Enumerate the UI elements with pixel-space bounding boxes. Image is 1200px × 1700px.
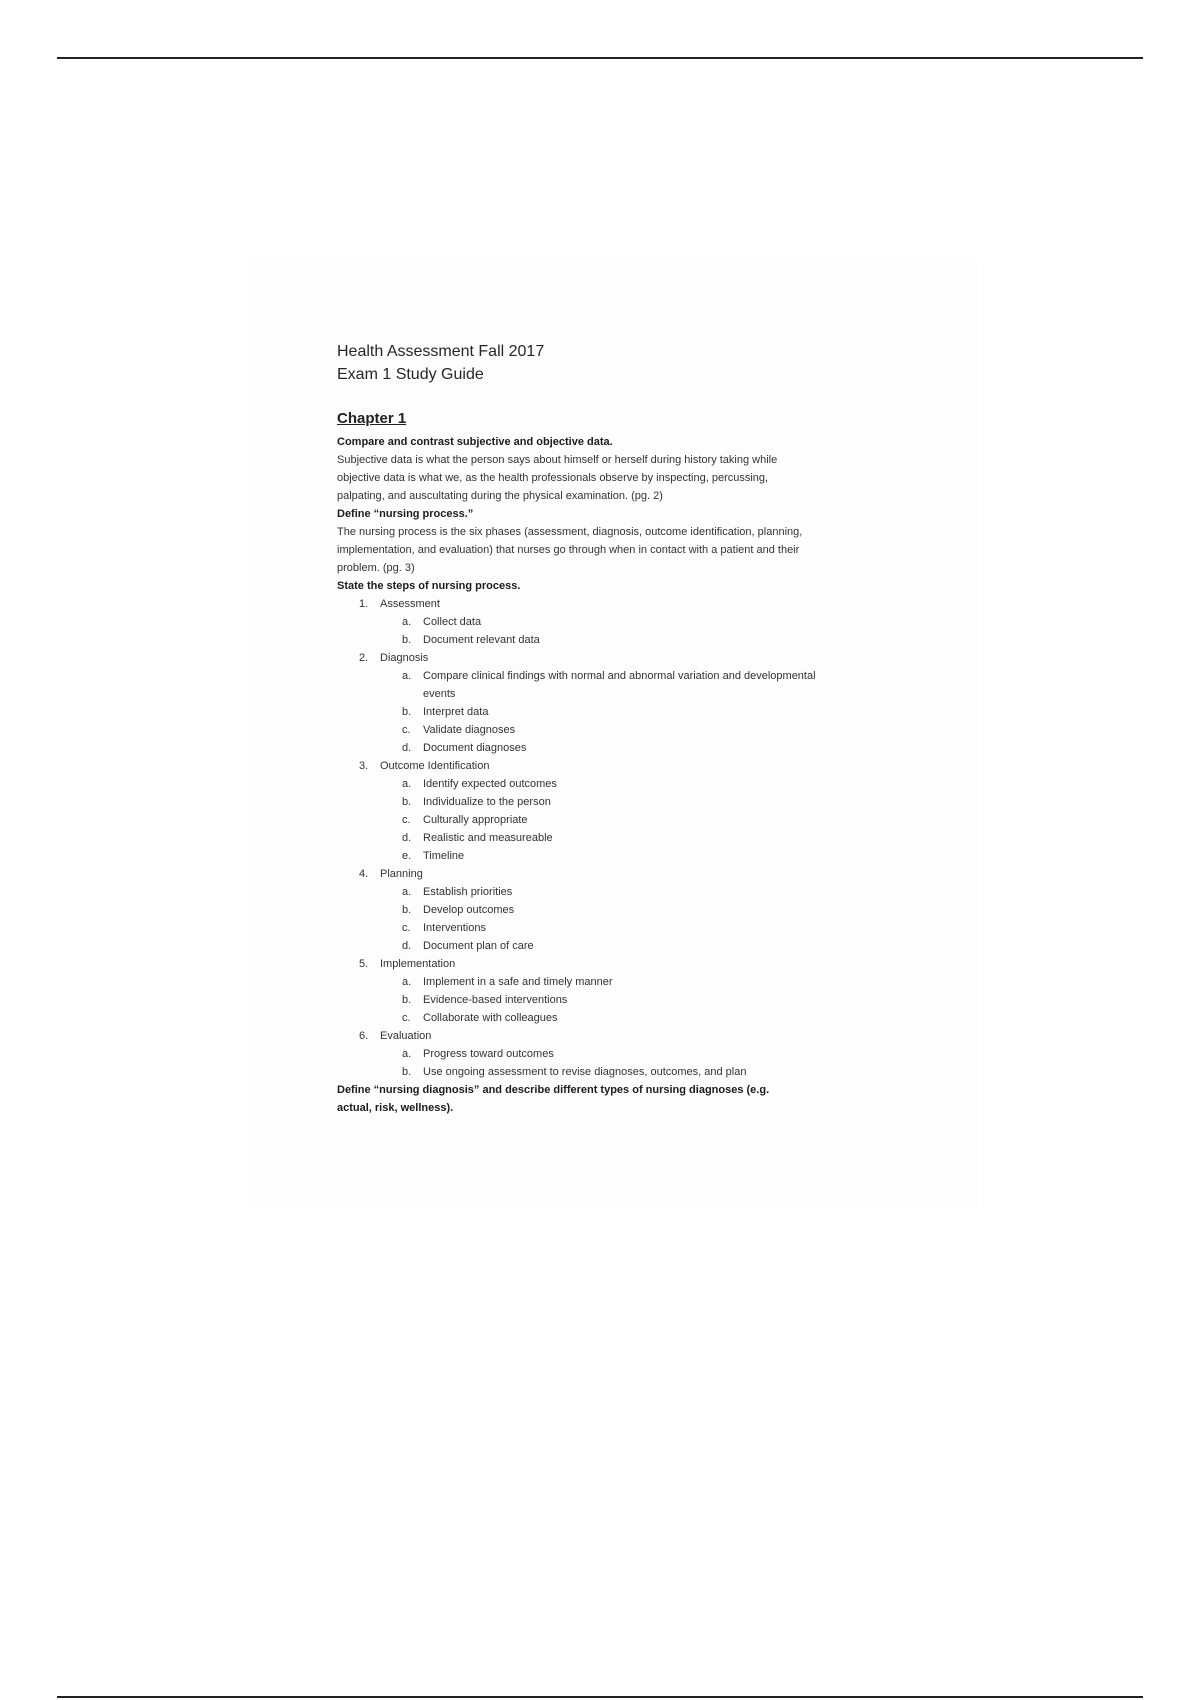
substep-letter: a. xyxy=(402,886,412,898)
substep-item xyxy=(337,829,897,847)
paragraph-line: objective data is what we, as the health professionals observe by inspecting, percussing, xyxy=(337,472,769,484)
step-item xyxy=(337,1027,897,1045)
step-label: Outcome Identification xyxy=(380,760,490,772)
document-title: Health Assessment Fall 2017 xyxy=(337,343,545,360)
step-item xyxy=(337,865,897,883)
substep-letter: d. xyxy=(402,832,412,844)
substep-item xyxy=(337,775,897,793)
substep-letter: a. xyxy=(402,778,412,790)
substep-text: Document relevant data xyxy=(423,634,540,646)
substep-letter: c. xyxy=(402,814,411,826)
substep-text: Document diagnoses xyxy=(423,742,527,754)
substep-item xyxy=(337,973,897,991)
substep-text: Collaborate with colleagues xyxy=(423,1012,558,1024)
substep-item xyxy=(337,1045,897,1063)
step-label: Diagnosis xyxy=(380,652,429,664)
step-number: 3. xyxy=(359,760,369,772)
substep-text: Use ongoing assessment to revise diagnoses, outcomes, and plan xyxy=(423,1066,747,1078)
substep-item xyxy=(337,631,897,649)
paragraph-line: implementation, and evaluation) that nurses go through when in contact with a patient and their xyxy=(337,544,800,556)
substep-item xyxy=(337,613,897,631)
substep-item xyxy=(337,883,897,901)
substep-letter: c. xyxy=(402,1012,411,1024)
substep-text: Identify expected outcomes xyxy=(423,778,557,790)
substep-letter: e. xyxy=(402,850,412,862)
substep-text: Document plan of care xyxy=(423,940,534,952)
question-heading: Define “nursing process.” xyxy=(337,508,474,520)
substep-letter: b. xyxy=(402,994,412,1006)
question-heading: State the steps of nursing process. xyxy=(337,580,521,592)
paragraph-line: palpating, and auscultating during the physical examination. (pg. 2) xyxy=(337,490,663,502)
substep-letter: a. xyxy=(402,1048,412,1060)
substep-item xyxy=(337,1009,897,1027)
nursing-process-steps-list xyxy=(337,595,897,1081)
step-number: 6. xyxy=(359,1030,369,1042)
substep-item xyxy=(337,1063,897,1081)
step-number: 5. xyxy=(359,958,369,970)
substep-text: Compare clinical findings with normal and abnormal variation and developmental xyxy=(423,670,816,682)
substep-text: Establish priorities xyxy=(423,886,513,898)
paragraph-line: problem. (pg. 3) xyxy=(337,562,415,574)
bottom-divider xyxy=(57,1696,1143,1698)
question-heading: Define “nursing diagnosis” and describe different types of nursing diagnoses (e.g. xyxy=(337,1084,770,1096)
step-number: 2. xyxy=(359,652,369,664)
step-item xyxy=(337,757,897,775)
step-number: 1. xyxy=(359,598,369,610)
question-heading-continued: actual, risk, wellness). xyxy=(337,1102,454,1114)
substep-letter: c. xyxy=(402,724,411,736)
substep-text: Interpret data xyxy=(423,706,489,718)
step-label: Assessment xyxy=(380,598,440,610)
question-heading: Compare and contrast subjective and objective data. xyxy=(337,436,613,448)
substep-text: Evidence-based interventions xyxy=(423,994,568,1006)
substep-text: Validate diagnoses xyxy=(423,724,516,736)
substep-item xyxy=(337,667,897,685)
document-content xyxy=(337,340,897,1117)
substep-letter: b. xyxy=(402,706,412,718)
substep-item xyxy=(337,721,897,739)
step-number: 4. xyxy=(359,868,369,880)
substep-item xyxy=(337,739,897,757)
substep-text: Culturally appropriate xyxy=(423,814,528,826)
substep-letter: a. xyxy=(402,670,412,682)
substep-item xyxy=(337,847,897,865)
step-item xyxy=(337,955,897,973)
step-item xyxy=(337,595,897,613)
substep-item xyxy=(337,991,897,1009)
substep-item xyxy=(337,703,897,721)
substep-letter: d. xyxy=(402,742,412,754)
substep-text: Progress toward outcomes xyxy=(423,1048,554,1060)
substep-letter: d. xyxy=(402,940,412,952)
substep-item xyxy=(337,919,897,937)
substep-text: Implement in a safe and timely manner xyxy=(423,976,613,988)
substep-item xyxy=(337,811,897,829)
substep-letter: c. xyxy=(402,922,411,934)
substep-letter: b. xyxy=(402,634,412,646)
substep-item xyxy=(337,937,897,955)
substep-text: Timeline xyxy=(423,850,465,862)
document-subtitle: Exam 1 Study Guide xyxy=(337,366,484,383)
substep-text: Realistic and measureable xyxy=(423,832,553,844)
substep-item xyxy=(337,901,897,919)
substep-text: Develop outcomes xyxy=(423,904,515,916)
substep-letter: b. xyxy=(402,796,412,808)
substep-letter: b. xyxy=(402,904,412,916)
substep-letter: a. xyxy=(402,616,412,628)
substep-text: Individualize to the person xyxy=(423,796,551,808)
paragraph-line: Subjective data is what the person says about himself or herself during history taking while xyxy=(337,454,778,466)
step-label: Evaluation xyxy=(380,1030,432,1042)
step-label: Implementation xyxy=(380,958,456,970)
substep-text: Interventions xyxy=(423,922,486,934)
substep-letter: b. xyxy=(402,1066,412,1078)
step-item xyxy=(337,649,897,667)
substep-item xyxy=(337,793,897,811)
substep-text: Collect data xyxy=(423,616,482,628)
top-divider xyxy=(57,57,1143,59)
step-label: Planning xyxy=(380,868,423,880)
substep-letter: a. xyxy=(402,976,412,988)
chapter-heading: Chapter 1 xyxy=(337,410,407,427)
substep-text-continued: events xyxy=(423,688,456,700)
paragraph-line: The nursing process is the six phases (assessment, diagnosis, outcome identification, planning, xyxy=(337,526,803,538)
